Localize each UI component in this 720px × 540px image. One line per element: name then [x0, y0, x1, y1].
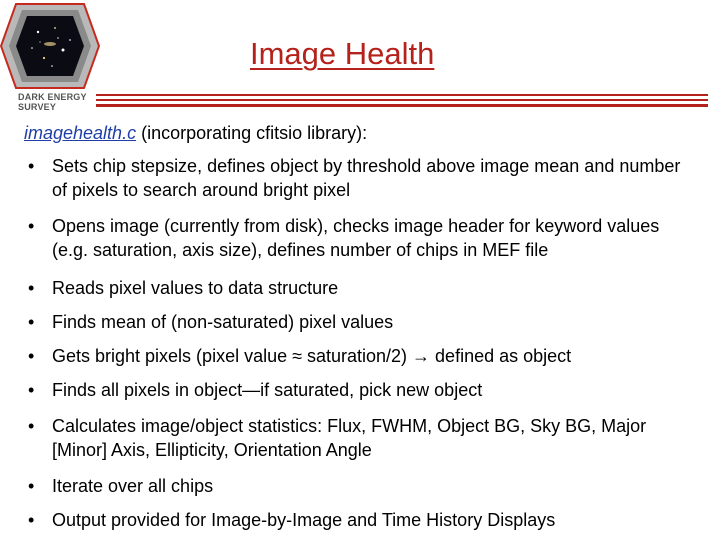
- list-item: [28, 344, 688, 368]
- list-item-text: Sets chip stepsize, defines object by threshold above image mean and number of pixels to search around bright pixel: [52, 156, 681, 200]
- list-item: [28, 474, 688, 498]
- logo-line-2: SURVEY: [18, 102, 57, 112]
- bullet-icon: •: [28, 510, 35, 530]
- bullet-icon: •: [28, 216, 35, 236]
- list-item-text: Iterate over all chips: [52, 476, 214, 496]
- list-item: [28, 276, 688, 300]
- list-item: [28, 214, 688, 262]
- list-item-text: Calculates image/object statistics: Flux, FWHM, Object BG, Sky BG, Major [Minor] Axis, Ellipticity, Orientation Angle: [52, 416, 647, 460]
- list-item: [28, 414, 688, 462]
- bullet-icon: •: [28, 476, 35, 496]
- bullet-icon: •: [28, 416, 35, 436]
- list-item: [28, 154, 688, 202]
- list-item-text: Reads pixel values to data structure: [52, 278, 339, 298]
- logo-line-1: DARK ENERGY: [18, 92, 87, 102]
- bullet-icon: •: [28, 346, 35, 366]
- list-item: [28, 310, 688, 334]
- list-item: [28, 508, 688, 532]
- bullet-icon: •: [28, 278, 35, 298]
- list-item-text: Finds mean of (non-saturated) pixel values: [52, 312, 394, 332]
- bullet-icon: •: [28, 156, 35, 176]
- list-item-text: Finds all pixels in object—if saturated, pick new object: [52, 380, 483, 400]
- list-item-text: Output provided for Image-by-Image and Time History Displays: [52, 510, 556, 530]
- list-item-text: Gets bright pixels (pixel value ≈ saturation/2) → defined as object: [52, 346, 572, 366]
- list-item: [28, 378, 688, 402]
- intro-description: (incorporating cfitsio library):: [136, 123, 368, 143]
- source-file-link[interactable]: imagehealth.c: [24, 123, 137, 143]
- bullet-icon: •: [28, 380, 35, 400]
- list-item-text: Opens image (currently from disk), checks image header for keyword values (e.g. saturation, axis size), defines number of chips in MEF file: [52, 216, 660, 260]
- bullet-icon: •: [28, 312, 35, 332]
- page-title: Image Health: [250, 36, 435, 71]
